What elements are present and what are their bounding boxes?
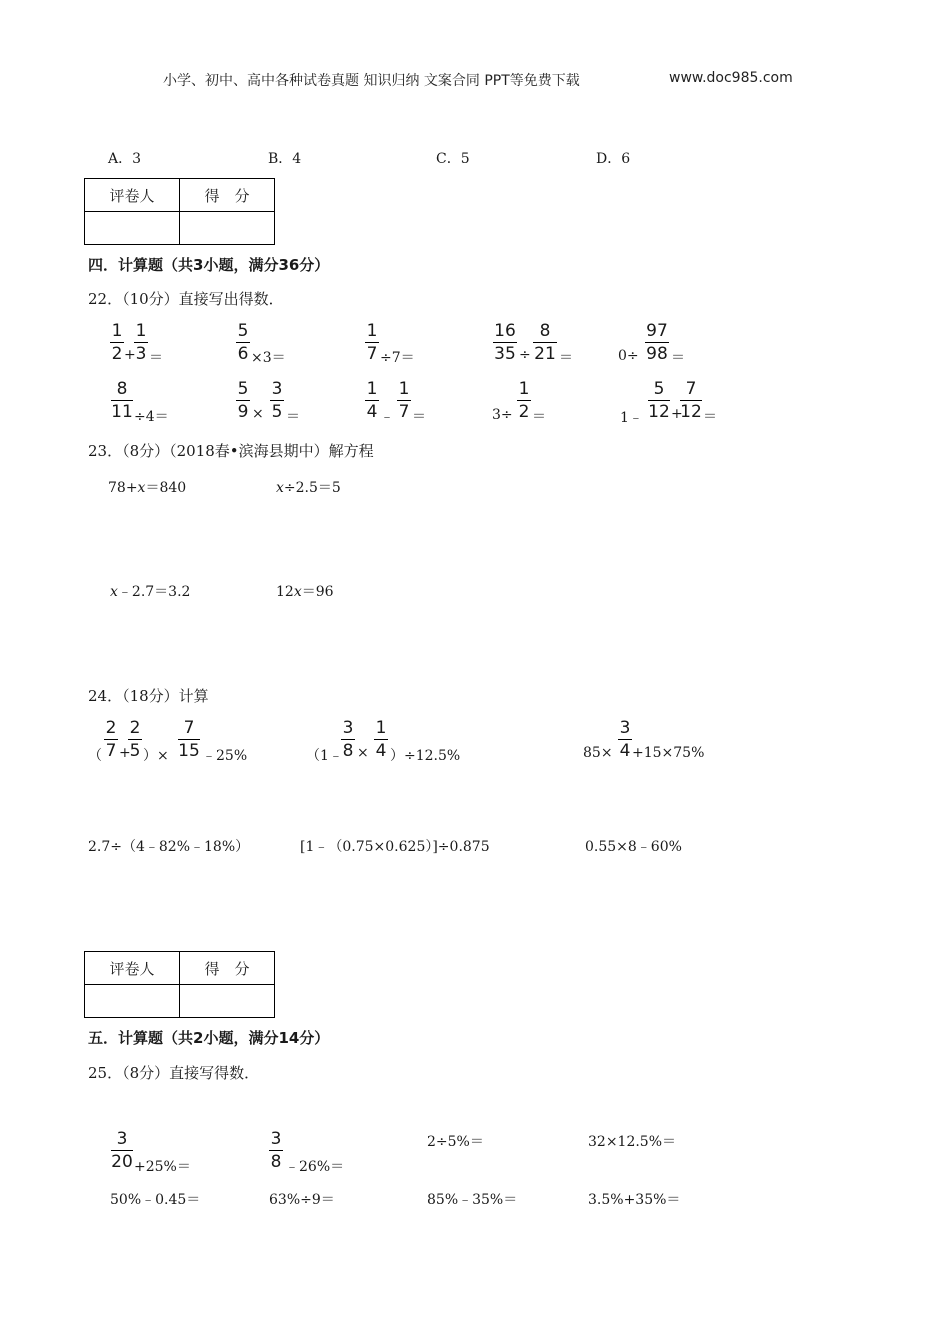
option-d: D．6: [596, 151, 631, 167]
option-b: B．4: [268, 151, 302, 167]
section4-title: 四．计算题（共3小题，满分36分）: [88, 256, 330, 274]
q23-eq1: 78+x＝840: [108, 480, 187, 496]
q25-c: 2÷5%＝: [427, 1134, 484, 1150]
score-cell[interactable]: [180, 212, 275, 245]
score-header: 得 分: [180, 952, 275, 985]
q25-h: 3.5%+35%＝: [588, 1192, 681, 1208]
q24-expr6: 0.55×8﹣60%: [585, 839, 682, 855]
q23-label: 23．（8分）（2018春•滨海县期中）解方程: [88, 442, 374, 460]
q25-f: 63%÷9＝: [269, 1192, 335, 1208]
q25-e: 50%﹣0.45＝: [110, 1192, 201, 1208]
header-url[interactable]: www.doc985.com: [669, 70, 793, 86]
q23-eq2: x÷2.5＝5: [276, 480, 341, 496]
reviewer-header: 评卷人: [85, 952, 180, 985]
q24-expr4: 2.7÷（4﹣82%﹣18%）: [88, 839, 250, 855]
section5-title: 五．计算题（共2小题，满分14分）: [88, 1029, 330, 1047]
score-table-2: [84, 951, 275, 1018]
reviewer-cell[interactable]: [85, 985, 180, 1018]
option-c: C．5: [436, 151, 470, 167]
q25-label: 25．（8分）直接写得数．: [88, 1064, 260, 1082]
score-table-1: [84, 178, 275, 245]
score-cell[interactable]: [180, 985, 275, 1018]
header-banner: 小学、初中、高中各种试卷真题 知识归纳 文案合同 PPT等免费下载: [163, 73, 580, 89]
q24-expr5: [1﹣（0.75×0.625）]÷0.875: [300, 839, 490, 855]
q23-eq4: 12x＝96: [276, 584, 334, 600]
reviewer-header: 评卷人: [85, 179, 180, 212]
q23-eq3: x﹣2.7＝3.2: [110, 584, 191, 600]
q24-label: 24．（18分）计算: [88, 687, 209, 705]
reviewer-cell[interactable]: [85, 212, 180, 245]
q25-g: 85%﹣35%＝: [427, 1192, 518, 1208]
option-a: A．3: [108, 151, 142, 167]
q22-label: 22．（10分）直接写出得数．: [88, 290, 284, 308]
q25-d: 32×12.5%＝: [588, 1134, 677, 1150]
score-header: 得 分: [180, 179, 275, 212]
